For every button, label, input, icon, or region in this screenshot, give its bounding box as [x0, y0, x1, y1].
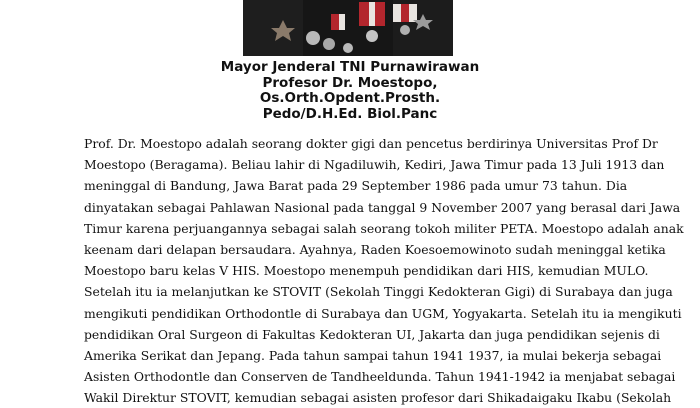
paragraph-line: Timur karena perjuangannya sebagai salah seorang tokoh militer PETA. Moestopo adalah anak: [84, 220, 684, 236]
paragraph-line: Setelah itu ia melanjutkan ke STOVIT (Sekolah Tinggi Kedokteran Gigi) di Surabaya dan juga: [84, 284, 673, 300]
paragraph-line: pendidikan Oral Surgeon di Fakultas Kedokteran UI, Jakarta dan juga pendidikan sejenis di: [84, 326, 660, 342]
paragraph-line: Wakil Direktur STOVIT, kemudian sebagai asisten profesor dari Shikadaigaku Ikabu (Sekolah: [84, 390, 672, 406]
paragraph-line: keenam dari delapan bersaudara. Ayahnya, Raden Koesoemowinoto sudah meninggal ketika: [84, 241, 666, 257]
paragraph-line: Asisten Orthodontle dan Conserven de Tandheeldunda. Tahun 1941-1942 ia menjabat sebagai: [84, 369, 676, 385]
medals-icon: [243, 0, 453, 56]
paragraph-line: meninggal di Bandung, Jawa Barat pada 29 September 1986 pada umur 73 tahun. Dia: [84, 178, 628, 194]
caption-line-name: Profesor Dr. Moestopo,: [262, 74, 438, 91]
paragraph-line: Moestopo (Beragama). Beliau lahir di Ngadiluwih, Kediri, Jawa Timur pada 13 Juli 1913 dan: [84, 157, 665, 173]
paragraph-line: mengikuti pendidikan Orthodontle di Surabaya dan UGM, Yogyakarta. Setelah itu ia mengikuti: [84, 305, 682, 321]
paragraph-line: dinyatakan sebagai Pahlawan Nasional pada tanggal 9 November 2007 yang berasal dari Jawa: [84, 199, 681, 215]
caption-line-rank: Mayor Jenderal TNI Purnawirawan: [220, 59, 480, 75]
paragraph-line: Amerika Serikat dan Jepang. Pada tahun sampai tahun 1941 1937, ia mulai bekerja sebagai: [84, 347, 662, 363]
paragraph-line: Prof. Dr. Moestopo adalah seorang dokter gigi dan pencetus berdirinya Universitas Prof Dr: [84, 136, 658, 151]
caption-line-degrees-2: Pedo/D.H.Ed. Biol.Panc: [262, 105, 438, 122]
paragraph-line: Moestopo baru kelas V HIS. Moestopo menempuh pendidikan dari HIS, kemudian MULO.: [84, 263, 649, 279]
biography-paragraph: [84, 133, 684, 408]
caption-line-degrees-1: Os.Orth.Opdent.Prosth.: [259, 90, 441, 106]
photo-caption: [0, 60, 700, 122]
portrait-photo: [243, 0, 453, 56]
